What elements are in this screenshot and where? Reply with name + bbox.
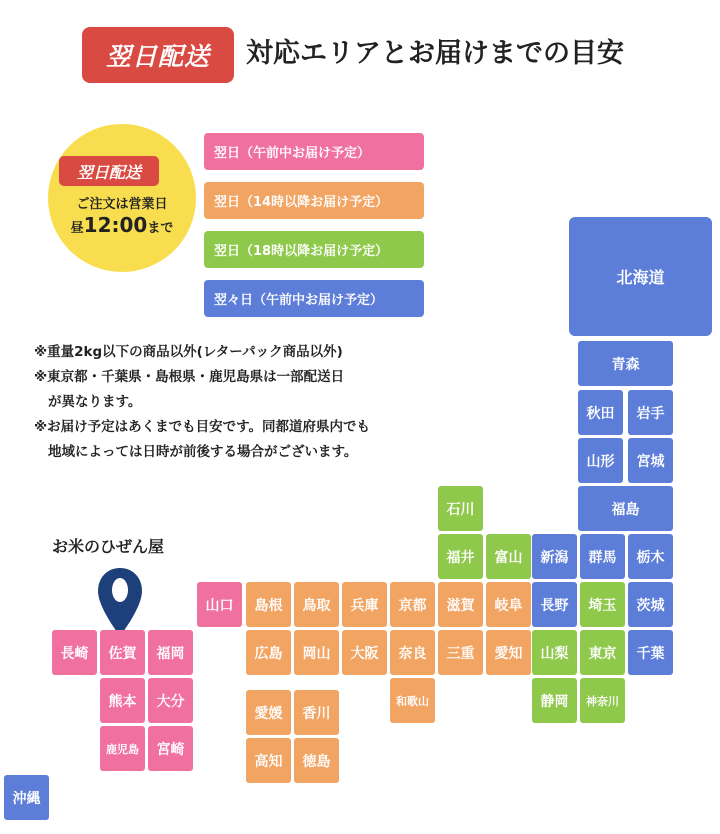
pref-okayama: 岡山 [294,630,339,675]
map-pin-icon [96,566,144,638]
pref-gunma: 群馬 [580,534,625,579]
pref-shiga: 滋賀 [438,582,483,627]
pref-aichi: 愛知 [486,630,531,675]
pref-tochigi: 栃木 [628,534,673,579]
pref-kagoshima: 鹿児島 [100,726,145,771]
cutoff-time: 12:00 [83,213,148,237]
pref-tottori: 鳥取 [294,582,339,627]
pref-hyogo: 兵庫 [342,582,387,627]
pref-miyazaki: 宮崎 [148,726,193,771]
note-line: ※重量2kg以下の商品以外(レターパック商品以外) [34,344,343,360]
pref-wakayama: 和歌山 [390,678,435,723]
legend-next-day-14: 翌日（14時以降お届け予定） [204,182,424,219]
pref-yamaguchi: 山口 [197,582,242,627]
pref-mie: 三重 [438,630,483,675]
pref-hokkaido: 北海道 [569,217,712,336]
pref-iwate: 岩手 [628,390,673,435]
pref-niigata: 新潟 [532,534,577,579]
note-line: ※お届け予定はあくまでも目安です。同都道府県内でも [34,419,371,435]
pref-kyoto: 京都 [390,582,435,627]
pref-ishikawa: 石川 [438,486,483,531]
pref-shizuoka: 静岡 [532,678,577,723]
pref-miyagi: 宮城 [628,438,673,483]
legend-next-day-morning: 翌日（午前中お届け予定） [204,133,424,170]
pref-toyama: 富山 [486,534,531,579]
pref-kochi: 高知 [246,738,291,783]
pref-nagasaki: 長崎 [52,630,97,675]
pref-yamanashi: 山梨 [532,630,577,675]
pref-fukushima: 福島 [578,486,673,531]
legend-next-day-18: 翌日（18時以降お届け予定） [204,231,424,268]
notes [34,340,484,465]
pref-aomori: 青森 [578,341,673,386]
pref-akita: 秋田 [578,390,623,435]
pref-shimane: 島根 [246,582,291,627]
pref-saga: 佐賀 [100,630,145,675]
pref-chiba: 千葉 [628,630,673,675]
note-line: 地域によっては日時が前後する場合がございます。 [48,444,358,460]
pref-tokyo: 東京 [580,630,625,675]
cutoff-line1: ご注文は営業日 [76,197,168,212]
legend-two-days-morning: 翌々日（午前中お届け予定） [204,280,424,317]
title-badge: 翌日配送 [82,27,234,83]
note-line: が異なります。 [48,394,142,410]
page-title: 対応エリアとお届けまでの目安 [246,38,624,69]
cutoff-prefix: 昼 [70,221,84,236]
pref-tokushima: 徳島 [294,738,339,783]
cutoff-badge: 翌日配送 [59,156,159,186]
pref-kumamoto: 熊本 [100,678,145,723]
pref-fukuoka: 福岡 [148,630,193,675]
pref-nagano: 長野 [532,582,577,627]
pref-ibaraki: 茨城 [628,582,673,627]
pref-kanagawa: 神奈川 [580,678,625,723]
pref-gifu: 岐阜 [486,582,531,627]
pref-yamagata: 山形 [578,438,623,483]
store-label: お米のひぜん屋 [52,537,165,556]
pref-fukui: 福井 [438,534,483,579]
pref-osaka: 大阪 [342,630,387,675]
pref-kagawa: 香川 [294,690,339,735]
note-line: ※東京都・千葉県・島根県・鹿児島県は一部配送日 [34,369,345,385]
cutoff-suffix: まで [147,221,174,236]
pref-ehime: 愛媛 [246,690,291,735]
pref-okinawa: 沖縄 [4,775,49,820]
pref-nara: 奈良 [390,630,435,675]
pref-hiroshima: 広島 [246,630,291,675]
cutoff-line2 [52,213,192,237]
pref-saitama: 埼玉 [580,582,625,627]
pref-oita: 大分 [148,678,193,723]
